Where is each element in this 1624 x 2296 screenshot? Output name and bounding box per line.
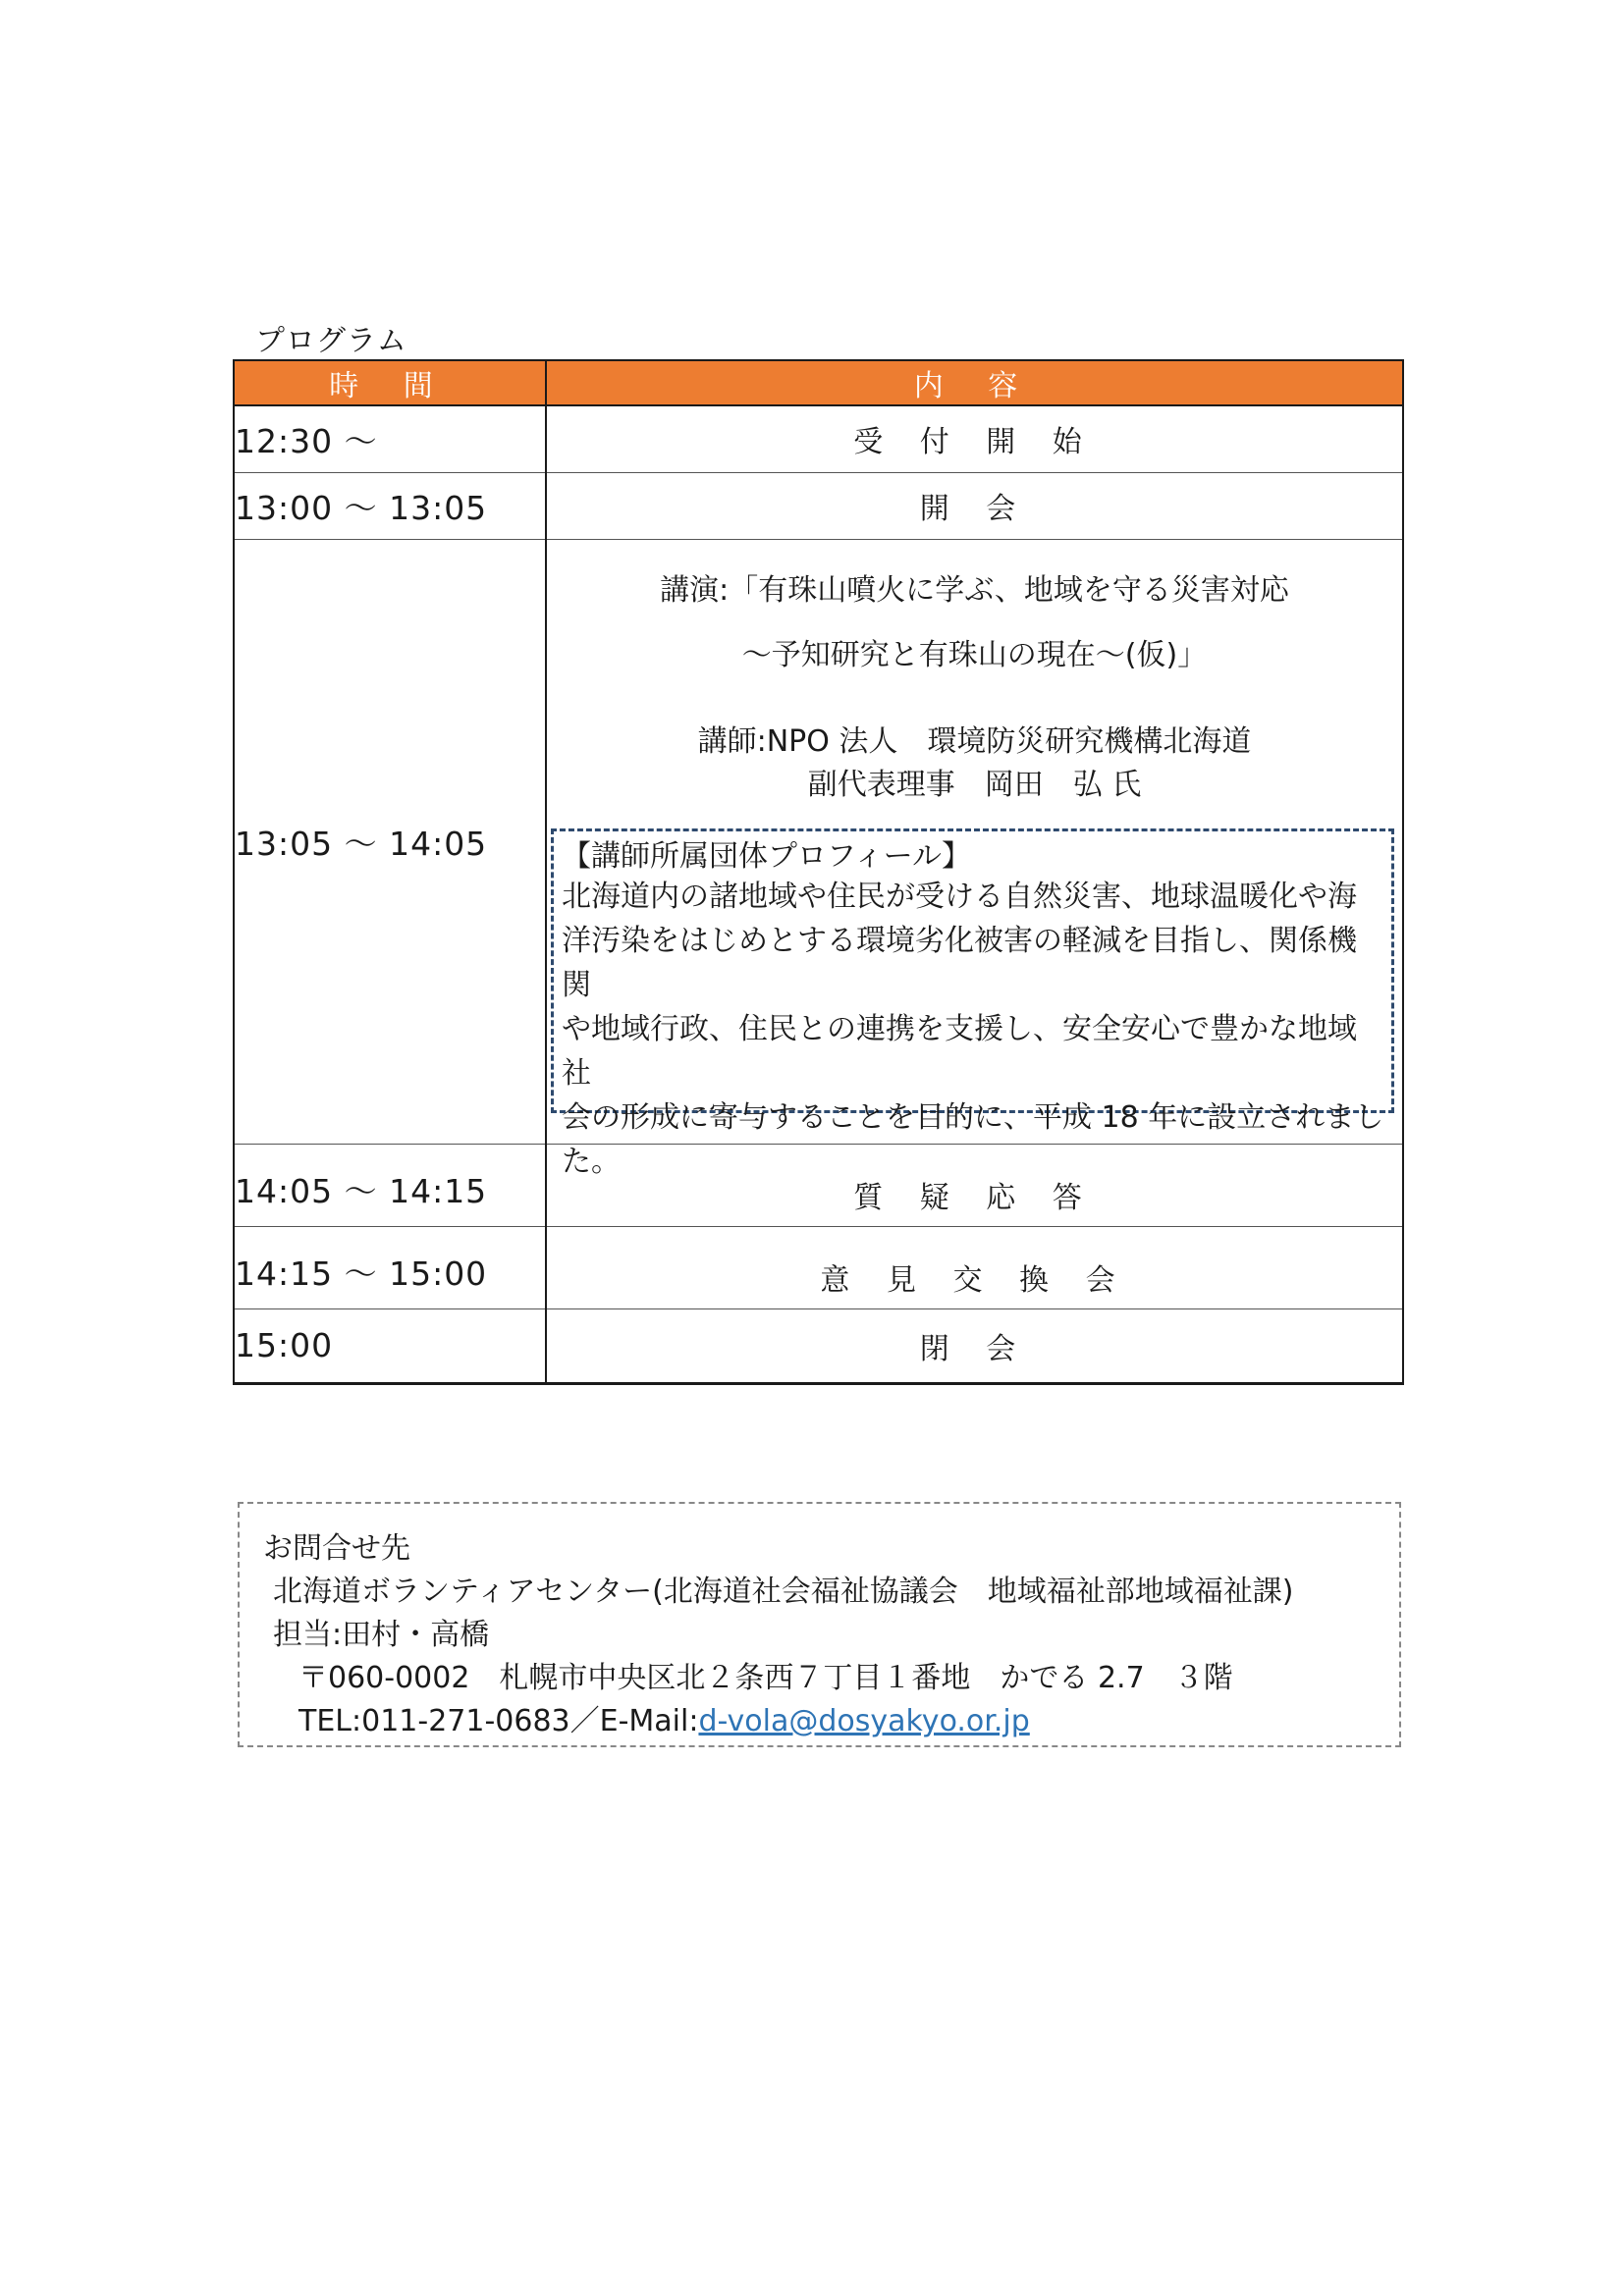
contact-address: 〒060-0002 札幌市中央区北２条西７丁目１番地 かでる 2.7 ３階	[298, 1661, 1233, 1695]
time-cell: 12:30 ～	[234, 405, 546, 472]
contact-phone: TEL:011-271-0683／E-Mail:	[298, 1704, 699, 1738]
table-row	[234, 539, 1403, 1144]
profile-line: 会の形成に寄与することを目的に、平成 18 年に設立されまし	[562, 1100, 1384, 1135]
lecture-title-line1: 講演:「有珠山噴火に学ぶ、地域を守る災害対応	[660, 573, 1289, 608]
profile-text	[562, 875, 1385, 1184]
header-time: 時 間	[234, 360, 546, 405]
table-row	[234, 1226, 1403, 1308]
content-cell: 閉 会	[546, 1308, 1403, 1383]
speaker-line2: 副代表理事 岡田 弘 氏	[807, 768, 1142, 802]
profile-box	[551, 828, 1394, 1179]
profile-line: 北海道内の諸地域や住民が受ける自然災害、地球温暖化や海	[562, 880, 1357, 914]
time-cell: 14:15 ～ 15:00	[234, 1226, 546, 1308]
time-cell: 15:00	[234, 1308, 546, 1383]
lecture-title-line2: ～予知研究と有珠山の現在～(仮)」	[741, 638, 1208, 672]
email-link[interactable]: d-vola@dosyakyo.or.jp	[698, 1704, 1030, 1738]
contact-heading: お問合せ先	[263, 1531, 410, 1566]
table-row	[234, 1308, 1403, 1383]
profile-title: 【講師所属団体プロフィール】	[562, 839, 971, 874]
profile-line: 洋汚染をはじめとする環境劣化被害の軽減を目指し、関係機関	[562, 924, 1357, 1002]
table-row	[234, 472, 1403, 539]
header-content: 内 容	[546, 360, 1403, 405]
time-cell: 13:00 ～ 13:05	[234, 472, 546, 539]
contact-organization: 北海道ボランティアセンター(北海道社会福祉協議会 地域福祉部地域福祉課)	[273, 1575, 1294, 1609]
content-cell: 受 付 開 始	[546, 405, 1403, 472]
content-cell: 意 見 交 換 会	[546, 1226, 1403, 1308]
contact-box	[238, 1502, 1401, 1747]
time-cell: 13:05 ～ 14:05	[234, 539, 546, 1144]
speaker-line1: 講師:NPO 法人 環境防災研究機構北海道	[697, 724, 1252, 759]
contact-tel-line	[298, 1696, 1030, 1739]
time-cell: 14:05 ～ 14:15	[234, 1144, 546, 1226]
lecture-block	[547, 540, 1402, 1179]
program-table	[233, 359, 1404, 1385]
profile-line: や地域行政、住民との連携を支援し、安全安心で豊かな地域社	[562, 1012, 1357, 1091]
lecture-cell	[546, 539, 1403, 1179]
contact-staff: 担当:田村・高橋	[273, 1618, 490, 1652]
content-cell: 開 会	[546, 472, 1403, 539]
program-title: プログラム	[255, 324, 407, 358]
table-header-row	[234, 360, 1403, 405]
profile-line: た。	[562, 1145, 621, 1179]
table-row	[234, 405, 1403, 472]
content-cell: 質 疑 応 答	[546, 1144, 1403, 1226]
